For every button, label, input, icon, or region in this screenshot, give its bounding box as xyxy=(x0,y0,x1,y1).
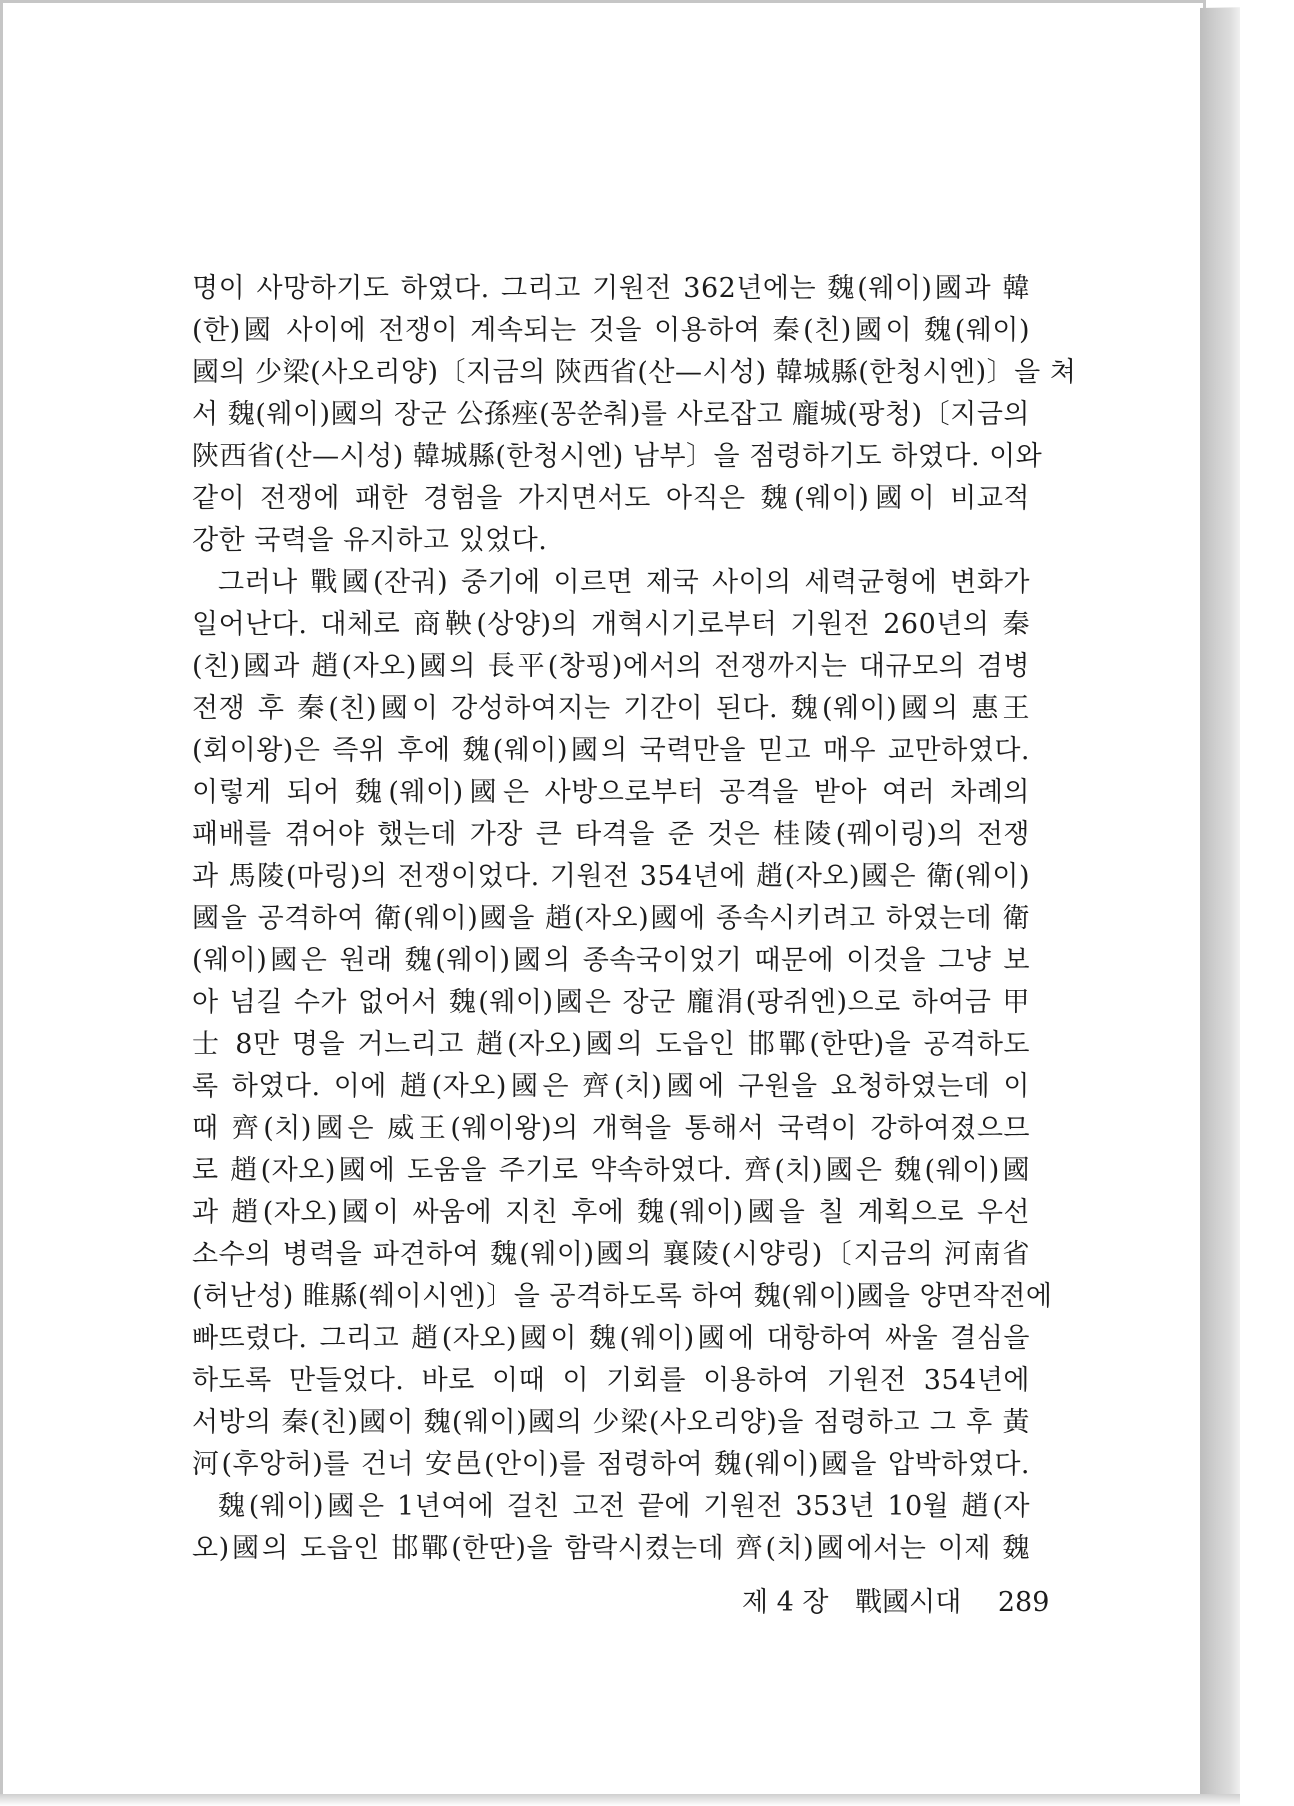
text-line: 명이 사망하기도 하였다. 그리고 기원전 362년에는 魏(웨이)國과 韓 xyxy=(192,273,1030,304)
text-line: 陝西省(산—시성) 韓城縣(한청시엔) 남부〕을 점령하기도 하였다. 이와 xyxy=(192,441,1043,472)
text-line: 河(후앙허)를 건너 安邑(안이)를 점령하여 魏(웨이)國을 압박하였다. xyxy=(192,1449,1030,1480)
text-line: 강한 국력을 유지하고 있었다. xyxy=(192,525,548,556)
text-line: (회이왕)은 즉위 후에 魏(웨이)國의 국력만을 믿고 매우 교만하였다. xyxy=(192,735,1030,766)
text-line: (허난성) 睢縣(쒜이시엔)〕을 공격하도록 하여 魏(웨이)國을 양면작전에 xyxy=(192,1281,1053,1312)
text-line: 록 하였다. 이에 趙(자오)國은 齊(치)國에 구원을 요청하였는데 이 xyxy=(192,1071,1030,1102)
paragraph-1 xyxy=(192,268,1077,562)
text-line: (웨이)國은 원래 魏(웨이)國의 종속국이었기 때문에 이것을 그냥 보 xyxy=(192,945,1030,976)
page-stack-edge xyxy=(1200,7,1240,1798)
text-line: 때 齊(치)國은 威王(웨이왕)의 개혁을 통해서 국력이 강하여졌으므 xyxy=(192,1113,1030,1144)
text-line: (한)國 사이에 전쟁이 계속되는 것을 이용하여 秦(친)國이 魏(웨이) xyxy=(192,315,1030,346)
text-line: 서방의 秦(친)國이 魏(웨이)國의 少梁(사오리양)을 점령하고 그 후 黃 xyxy=(192,1407,1030,1438)
text-line: 전쟁 후 秦(친)國이 강성하여지는 기간이 된다. 魏(웨이)國의 惠王 xyxy=(192,693,1030,724)
text-line: 그러나 戰國(잔궈) 중기에 이르면 제국 사이의 세력균형에 변화가 xyxy=(218,567,1030,598)
paragraph-3 xyxy=(192,1486,1030,1570)
text-line: 과 馬陵(마링)의 전쟁이었다. 기원전 354년에 趙(자오)國은 衛(웨이) xyxy=(192,861,1030,892)
text-line: 士 8만 명을 거느리고 趙(자오)國의 도읍인 邯鄲(한딴)을 공격하도 xyxy=(192,1029,1030,1060)
page-footer xyxy=(742,1580,1049,1619)
paragraph-2 xyxy=(192,562,1053,1486)
body-text xyxy=(192,268,1077,1570)
text-line: 오)國의 도읍인 邯鄲(한딴)을 함락시켰는데 齊(치)國에서는 이제 魏 xyxy=(192,1533,1030,1564)
text-line: 서 魏(웨이)國의 장군 公孫痤(꽁쑨춰)를 사로잡고 龐城(팡청)〔지금의 xyxy=(192,399,1030,430)
text-line: 魏(웨이)國은 1년여에 걸친 고전 끝에 기원전 353년 10월 趙(자 xyxy=(218,1491,1030,1522)
text-line: 소수의 병력을 파견하여 魏(웨이)國의 襄陵(시양링)〔지금의 河南省 xyxy=(192,1239,1030,1270)
text-line: 빠뜨렸다. 그리고 趙(자오)國이 魏(웨이)國에 대항하여 싸울 결심을 xyxy=(192,1323,1030,1354)
text-line: 과 趙(자오)國이 싸움에 지친 후에 魏(웨이)國을 칠 계획으로 우선 xyxy=(192,1197,1030,1228)
page-number: 289 xyxy=(997,1587,1050,1618)
text-line: 일어난다. 대체로 商鞅(상양)의 개혁시기로부터 기원전 260년의 秦 xyxy=(192,609,1030,640)
text-line: (친)國과 趙(자오)國의 長平(창핑)에서의 전쟁까지는 대규모의 겸병 xyxy=(192,651,1030,682)
text-line: 아 넘길 수가 없어서 魏(웨이)國은 장군 龐涓(팡쥐엔)으로 하여금 甲 xyxy=(192,987,1030,1018)
chapter-label: 제 4 장 xyxy=(742,1587,829,1618)
text-line: 로 趙(자오)國에 도움을 주기로 약속하였다. 齊(치)國은 魏(웨이)國 xyxy=(192,1155,1030,1186)
text-line: 國을 공격하여 衛(웨이)國을 趙(자오)國에 종속시키려고 하였는데 衛 xyxy=(192,903,1030,934)
text-line: 하도록 만들었다. 바로 이때 이 기회를 이용하여 기원전 354년에 xyxy=(192,1365,1030,1396)
text-line: 패배를 겪어야 했는데 가장 큰 타격을 준 것은 桂陵(꿰이링)의 전쟁 xyxy=(192,819,1030,850)
text-line: 이렇게 되어 魏(웨이)國은 사방으로부터 공격을 받아 여러 차례의 xyxy=(192,777,1030,808)
section-title: 戰國시대 xyxy=(855,1587,962,1618)
text-line: 國의 少梁(사오리양)〔지금의 陝西省(산—시성) 韓城縣(한청시엔)〕을 쳐 xyxy=(192,357,1077,388)
text-line: 같이 전쟁에 패한 경험을 가지면서도 아직은 魏(웨이)國이 비교적 xyxy=(192,483,1030,514)
page-bottom-edge xyxy=(0,1794,1240,1806)
